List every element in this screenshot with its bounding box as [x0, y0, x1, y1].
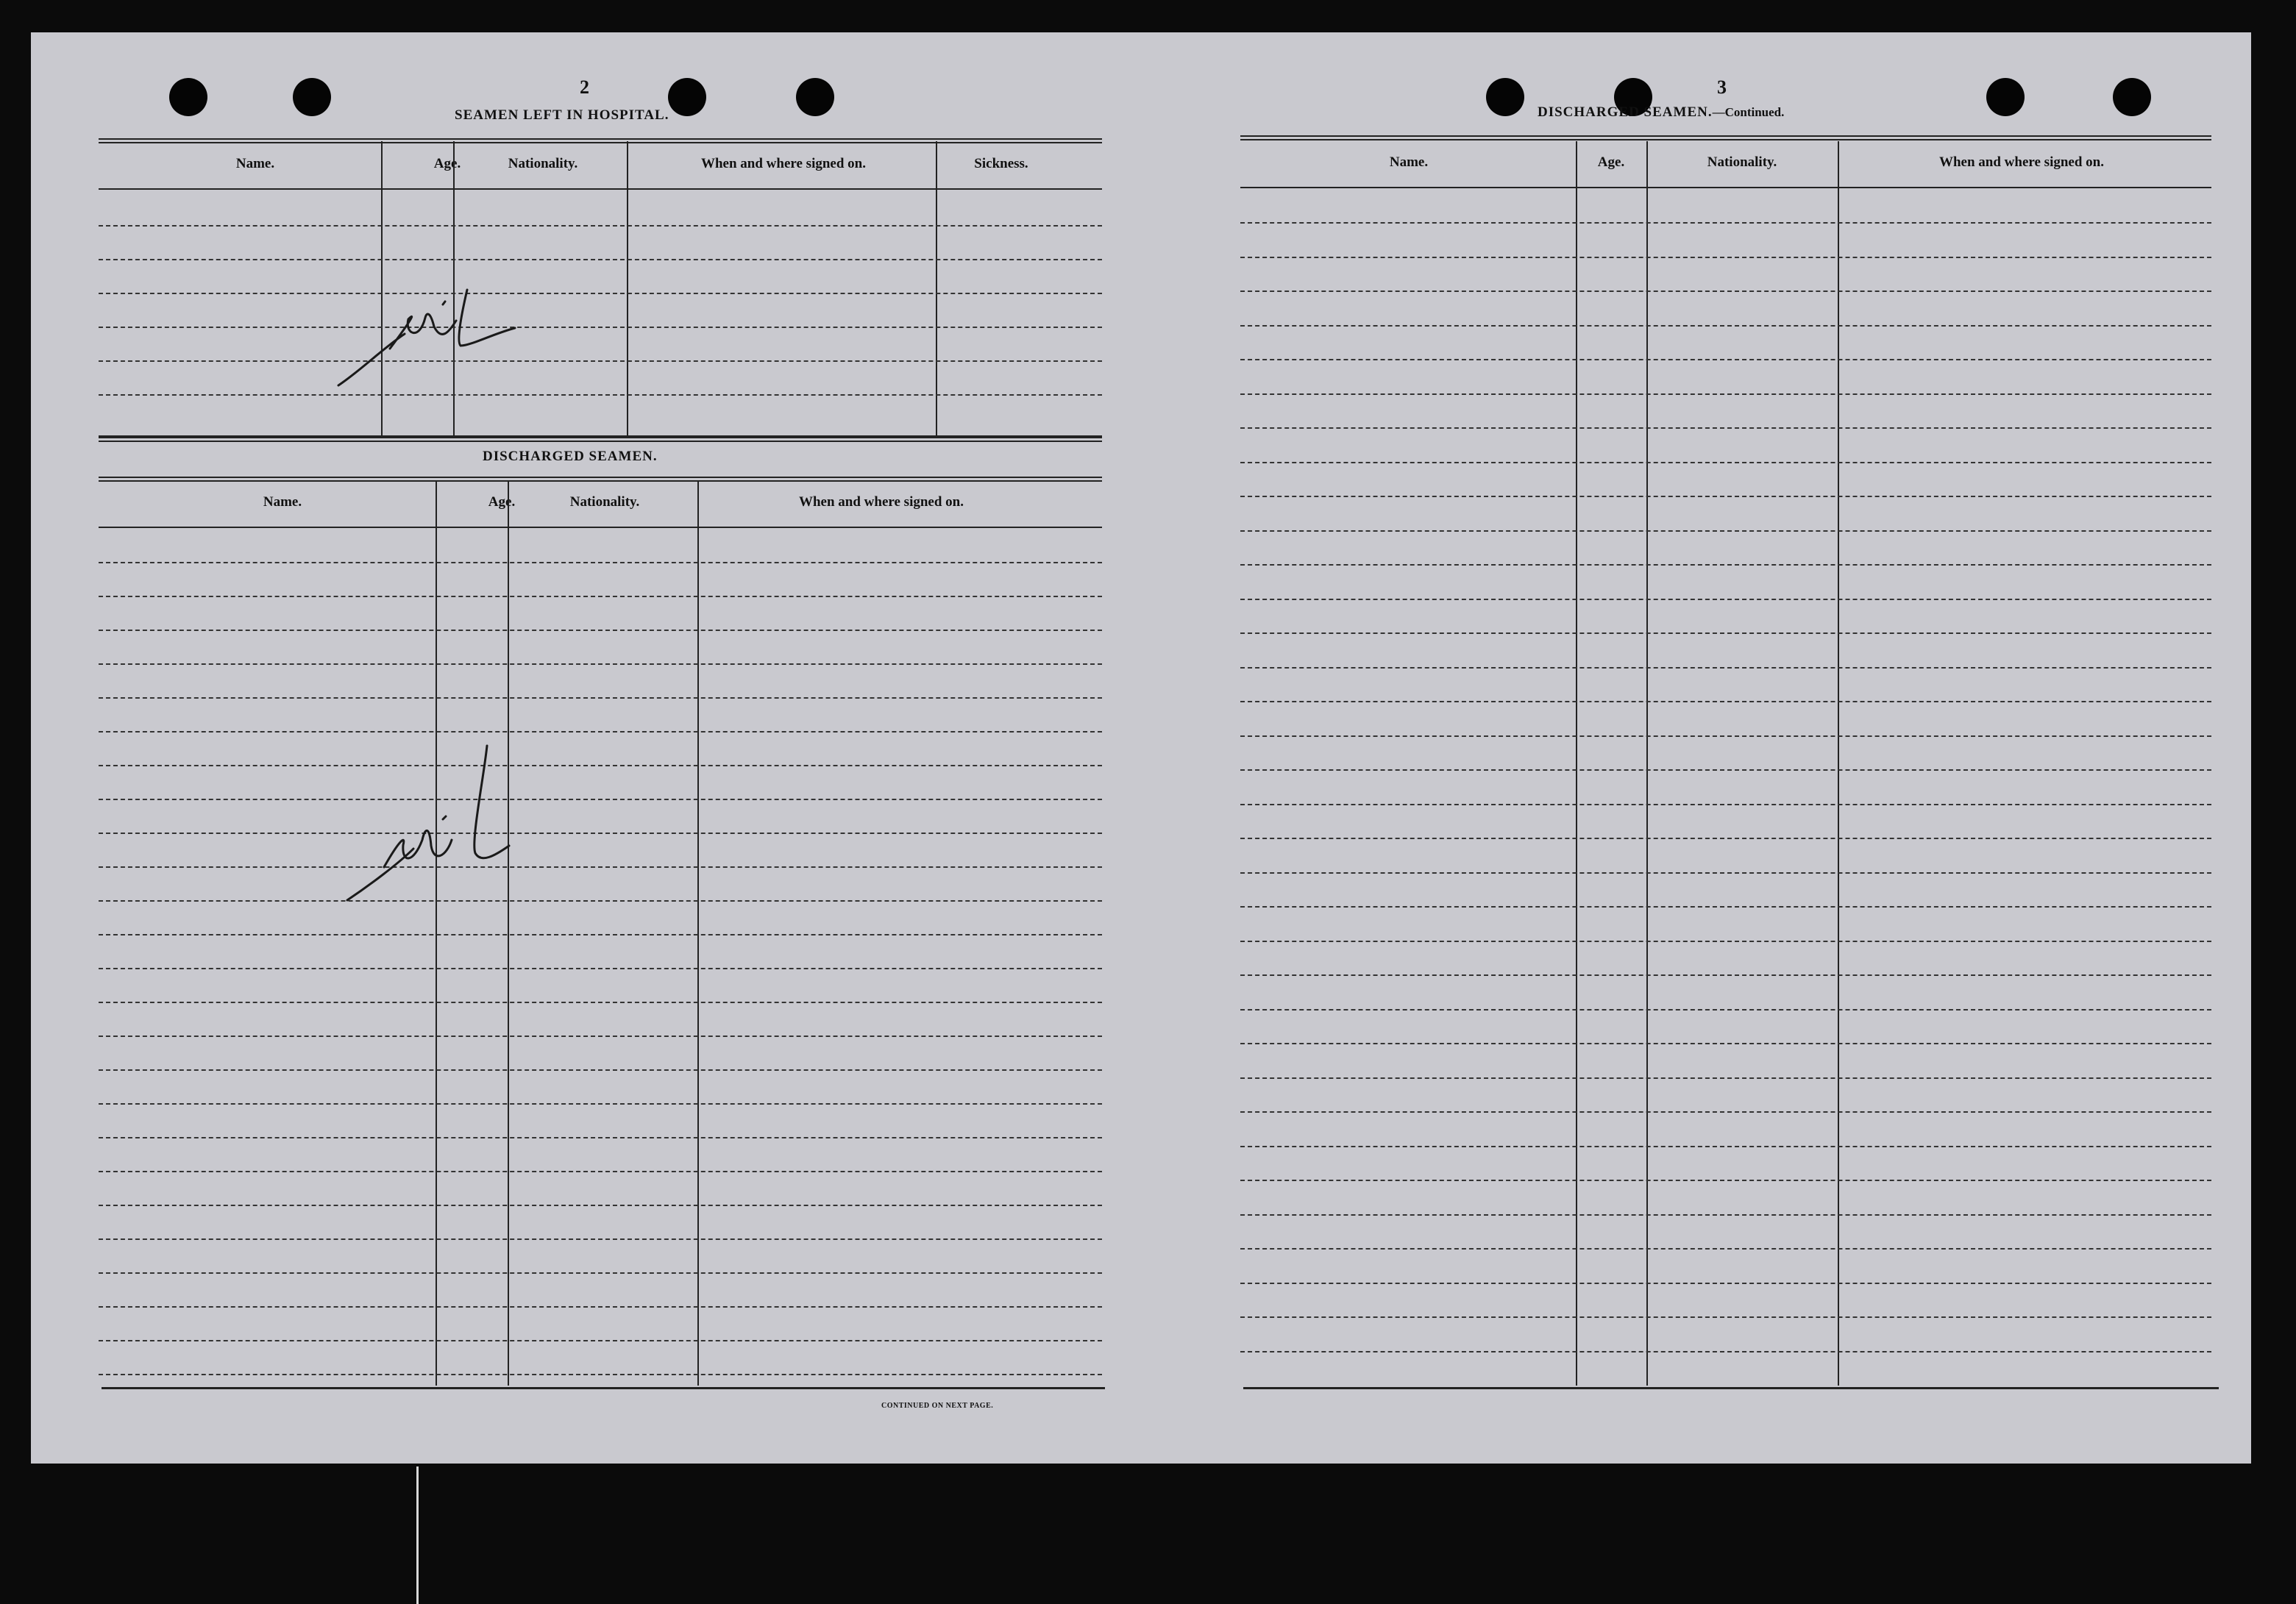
entry-row-line [1240, 1214, 2211, 1216]
entry-row-line [99, 968, 1102, 969]
discharged-section-title: DISCHARGED SEAMEN. [483, 449, 658, 464]
entry-row-line [1240, 769, 2211, 771]
entry-row-line [99, 765, 1102, 766]
entry-row-line [99, 731, 1102, 733]
discharged-col-divider [508, 481, 509, 1386]
discharged-col-signed-on: When and where signed on. [798, 494, 964, 510]
discharged-col-divider [697, 481, 699, 1386]
entry-row-line [99, 799, 1102, 800]
entry-row-line [1240, 1043, 2211, 1044]
entry-row-line [99, 934, 1102, 935]
continued-col-divider [1576, 141, 1577, 1386]
entry-row-line [99, 630, 1102, 631]
entry-row-line [1240, 496, 2211, 497]
discharged-continued-title-suffix: —Continued. [1712, 105, 1785, 119]
entry-row-line [99, 1205, 1102, 1206]
discharged-col-divider [436, 481, 437, 1386]
entry-row-line [1240, 1316, 2211, 1318]
entry-row-line [1240, 1283, 2211, 1284]
entry-row-line [99, 1238, 1102, 1240]
discharged-continued-title-main: DISCHARGED SEAMEN. [1538, 104, 1713, 120]
continued-table-bottom-rule [1243, 1387, 2219, 1389]
hospital-table-top-rule [99, 138, 1102, 143]
continued-note: CONTINUED ON NEXT PAGE. [881, 1402, 994, 1410]
hospital-col-sickness: Sickness. [974, 156, 1028, 171]
entry-row-line [1240, 804, 2211, 805]
entry-row-line [1240, 701, 2211, 702]
entry-row-line [1240, 599, 2211, 600]
punch-hole [1486, 78, 1524, 116]
continued-col-signed-on: When and where signed on. [1938, 154, 2104, 170]
entry-row-line [1240, 941, 2211, 942]
entry-row-line [1240, 359, 2211, 360]
continued-col-name: Name. [1389, 154, 1429, 170]
entry-row-line [1240, 1111, 2211, 1113]
entry-row-line [1240, 667, 2211, 669]
discharged-continued-title [1538, 104, 1784, 121]
entry-row-line [99, 596, 1102, 597]
entry-row-line [1240, 1146, 2211, 1147]
entry-row-line [99, 1306, 1102, 1308]
punch-hole [169, 78, 207, 116]
punch-hole [1986, 78, 2025, 116]
discharged-col-name: Name. [263, 494, 302, 510]
entry-row-line [99, 866, 1102, 868]
handwritten-nil-hospital [331, 275, 581, 393]
binding-mark [416, 1466, 419, 1604]
entry-row-line [1240, 1077, 2211, 1079]
page-number: 2 [580, 76, 589, 98]
entry-row-line [1240, 564, 2211, 566]
entry-row-line [1240, 1180, 2211, 1181]
entry-row-line [1240, 1009, 2211, 1010]
entry-row-line [1240, 290, 2211, 292]
entry-row-line [1240, 530, 2211, 532]
continued-col-age: Age. [1597, 154, 1625, 170]
continued-col-divider [1838, 141, 1839, 1386]
entry-row-line [1240, 325, 2211, 327]
entry-row-line [99, 1137, 1102, 1138]
entry-row-line [1240, 393, 2211, 395]
entry-row-line [1240, 906, 2211, 908]
discharged-col-age: Age. [488, 494, 516, 510]
entry-row-line [99, 1036, 1102, 1037]
entry-row-line [99, 1171, 1102, 1172]
entry-row-line [99, 1374, 1102, 1375]
entry-row-line [99, 900, 1102, 902]
entry-row-line [99, 1002, 1102, 1003]
continued-header-rule [1240, 187, 2211, 188]
hospital-col-age: Age. [433, 156, 461, 171]
entry-row-line [1240, 427, 2211, 429]
hospital-col-name: Name. [235, 156, 275, 171]
hospital-col-nationality: Nationality. [508, 156, 578, 171]
hospital-col-signed-on: When and where signed on. [700, 156, 866, 171]
entry-row-line [99, 327, 1102, 328]
entry-row-line [1240, 222, 2211, 224]
document-sheet [31, 32, 2251, 1464]
entry-row-line [99, 1103, 1102, 1105]
entry-row-line [1240, 462, 2211, 463]
entry-row-line [99, 1272, 1102, 1274]
entry-row-line [99, 833, 1102, 834]
discharged-table-top-rule [99, 477, 1102, 482]
entry-row-line [99, 293, 1102, 294]
hospital-col-divider [627, 141, 628, 437]
entry-row-line [1240, 1248, 2211, 1250]
entry-row-line [99, 663, 1102, 665]
hospital-section-title: SEAMEN LEFT IN HOSPITAL. [455, 107, 669, 123]
entry-row-line [1240, 838, 2211, 839]
punch-hole [668, 78, 706, 116]
discharged-col-nationality: Nationality. [569, 494, 640, 510]
handwritten-nil-discharged [340, 716, 561, 908]
entry-row-line [99, 1069, 1102, 1071]
discharged-table-bottom-rule [102, 1387, 1105, 1389]
entry-row-line [1240, 257, 2211, 258]
entry-row-line [99, 394, 1102, 396]
punch-hole [293, 78, 331, 116]
entry-row-line [1240, 974, 2211, 976]
entry-row-line [1240, 735, 2211, 737]
hospital-header-rule [99, 188, 1102, 190]
entry-row-line [1240, 632, 2211, 634]
entry-row-line [99, 225, 1102, 227]
entry-row-line [99, 1340, 1102, 1341]
entry-row-line [99, 360, 1102, 362]
left-page [31, 32, 1156, 1464]
continued-table-top-rule [1240, 135, 2211, 140]
entry-row-line [99, 697, 1102, 699]
punch-hole [796, 78, 834, 116]
continued-col-nationality: Nationality. [1707, 154, 1777, 170]
entry-row-line [1240, 1351, 2211, 1352]
entry-row-line [99, 259, 1102, 260]
entry-row-line [1240, 872, 2211, 874]
hospital-col-divider [936, 141, 937, 437]
discharged-header-rule [99, 527, 1102, 528]
right-page [1179, 32, 2251, 1464]
continued-col-divider [1646, 141, 1648, 1386]
punch-hole [2113, 78, 2151, 116]
discharged-title-top-rule [99, 437, 1102, 442]
entry-row-line [99, 562, 1102, 563]
page-number: 3 [1717, 76, 1727, 98]
